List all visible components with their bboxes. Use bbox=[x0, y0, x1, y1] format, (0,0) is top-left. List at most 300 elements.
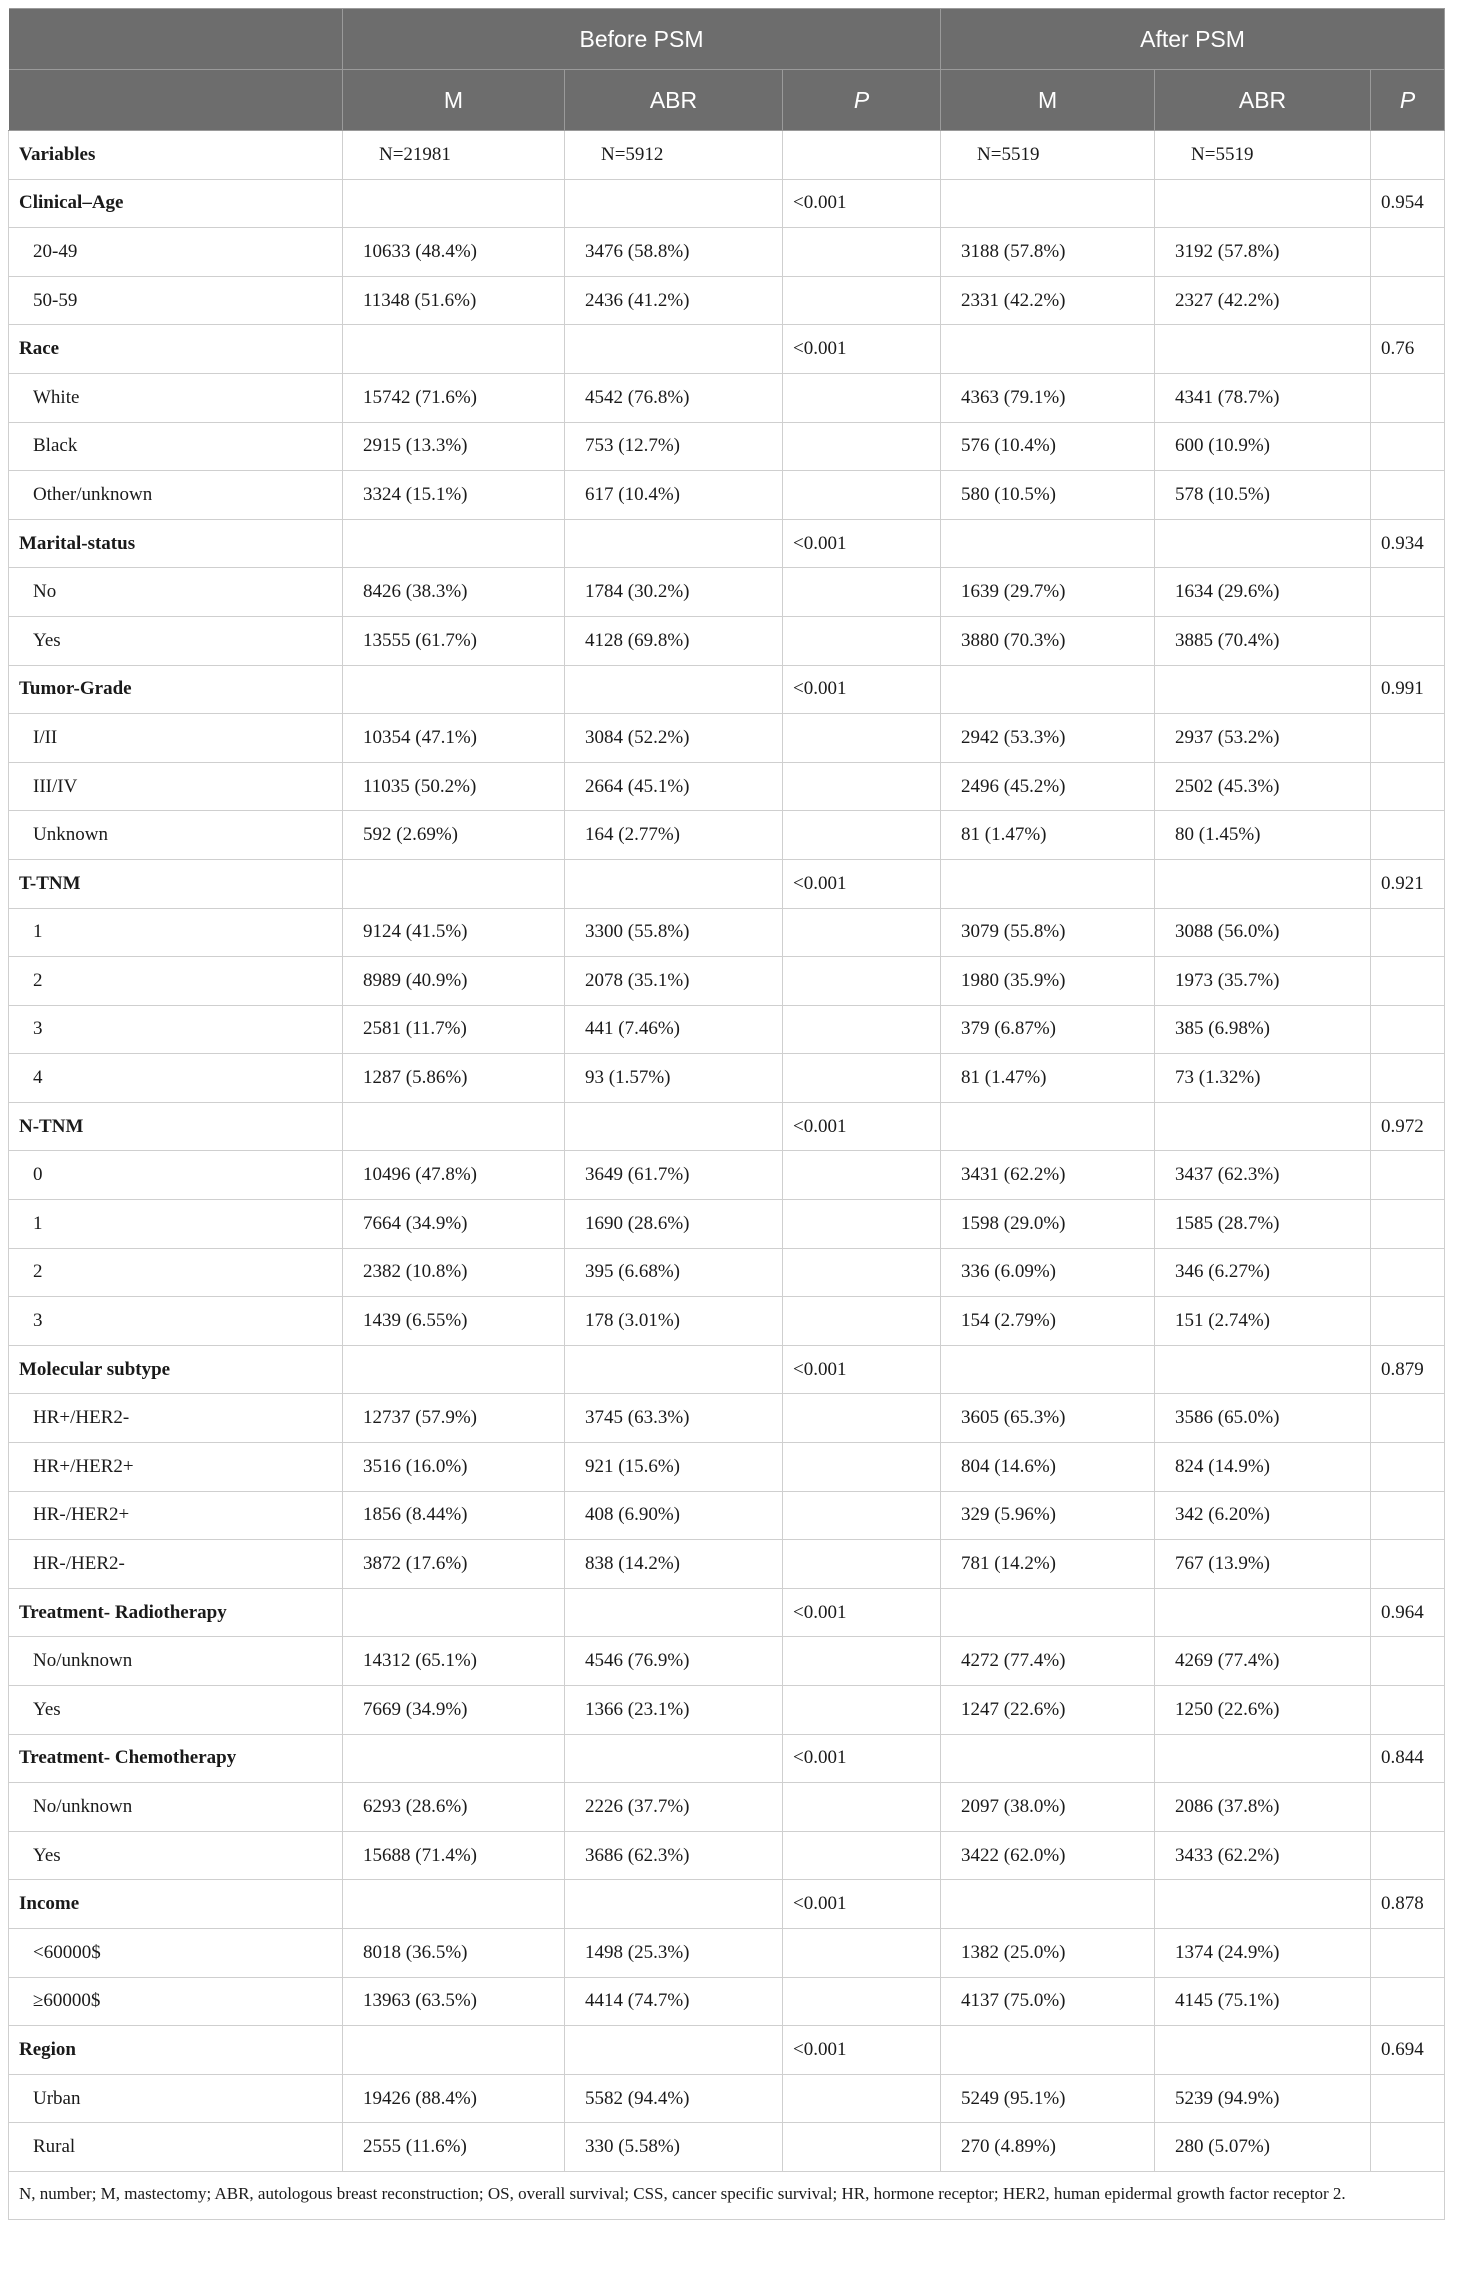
row-label: HR+/HER2- bbox=[9, 1394, 343, 1443]
table-row bbox=[9, 276, 1445, 325]
cell-after-m: 3605 (65.3%) bbox=[941, 1394, 1155, 1443]
cell-before-p bbox=[783, 2074, 941, 2123]
footnote-row bbox=[9, 2171, 1445, 2219]
row-label: 1 bbox=[9, 1200, 343, 1249]
cell-after-p: 0.76 bbox=[1371, 325, 1445, 374]
cell-before-p bbox=[783, 422, 941, 471]
group-label: Marital-status bbox=[9, 519, 343, 568]
cell-before-p bbox=[783, 1977, 941, 2026]
cell-before-p bbox=[783, 1637, 941, 1686]
table-group-row bbox=[9, 2026, 1445, 2075]
cell-after-p bbox=[1371, 373, 1445, 422]
cell-before-abr: 4128 (69.8%) bbox=[565, 616, 783, 665]
header-before-abr: ABR bbox=[565, 70, 783, 131]
cell-after-abr: 1634 (29.6%) bbox=[1155, 568, 1371, 617]
cell-before-abr: 4546 (76.9%) bbox=[565, 1637, 783, 1686]
row-label: HR-/HER2+ bbox=[9, 1491, 343, 1540]
cell-before-p: <0.001 bbox=[783, 1345, 941, 1394]
group-label: Race bbox=[9, 325, 343, 374]
cell-before-m: 2915 (13.3%) bbox=[343, 422, 565, 471]
table-group-row bbox=[9, 665, 1445, 714]
table-row bbox=[9, 957, 1445, 1006]
cell-after-p bbox=[1371, 1005, 1445, 1054]
cell-before-m: 15742 (71.6%) bbox=[343, 373, 565, 422]
cell-after-p bbox=[1371, 1977, 1445, 2026]
cell-before-m bbox=[343, 665, 565, 714]
cell-after-abr: 2327 (42.2%) bbox=[1155, 276, 1371, 325]
cell-before-m: 13555 (61.7%) bbox=[343, 616, 565, 665]
cell-after-m bbox=[941, 1734, 1155, 1783]
cell-before-p: <0.001 bbox=[783, 1588, 941, 1637]
cell-after-m: 1598 (29.0%) bbox=[941, 1200, 1155, 1249]
cell-before-m: 3872 (17.6%) bbox=[343, 1540, 565, 1589]
cell-after-abr bbox=[1155, 1734, 1371, 1783]
cell-before-m: N=21981 bbox=[343, 131, 565, 180]
cell-after-m bbox=[941, 665, 1155, 714]
cell-after-abr: 578 (10.5%) bbox=[1155, 471, 1371, 520]
cell-before-p bbox=[783, 228, 941, 277]
cell-after-m: 781 (14.2%) bbox=[941, 1540, 1155, 1589]
group-label: Treatment- Radiotherapy bbox=[9, 1588, 343, 1637]
row-label: 1 bbox=[9, 908, 343, 957]
table-row bbox=[9, 1831, 1445, 1880]
cell-after-abr: 2086 (37.8%) bbox=[1155, 1783, 1371, 1832]
table-row bbox=[9, 1686, 1445, 1735]
cell-after-p: 0.972 bbox=[1371, 1102, 1445, 1151]
cell-after-m: 3431 (62.2%) bbox=[941, 1151, 1155, 1200]
table-group-row bbox=[9, 1734, 1445, 1783]
cell-before-p bbox=[783, 616, 941, 665]
cell-before-abr bbox=[565, 1880, 783, 1929]
cell-before-m: 7664 (34.9%) bbox=[343, 1200, 565, 1249]
table-row bbox=[9, 1005, 1445, 1054]
row-label: White bbox=[9, 373, 343, 422]
cell-before-m: 8426 (38.3%) bbox=[343, 568, 565, 617]
cell-after-abr: 3586 (65.0%) bbox=[1155, 1394, 1371, 1443]
cell-after-abr: 1973 (35.7%) bbox=[1155, 957, 1371, 1006]
cell-after-p bbox=[1371, 1394, 1445, 1443]
table-row bbox=[9, 1637, 1445, 1686]
cell-before-abr: 93 (1.57%) bbox=[565, 1054, 783, 1103]
cell-before-m bbox=[343, 1102, 565, 1151]
cell-before-m bbox=[343, 325, 565, 374]
table-group-row bbox=[9, 325, 1445, 374]
cell-before-p: <0.001 bbox=[783, 2026, 941, 2075]
cell-before-abr bbox=[565, 519, 783, 568]
cell-after-p bbox=[1371, 1248, 1445, 1297]
cell-before-abr: 1784 (30.2%) bbox=[565, 568, 783, 617]
cell-after-abr bbox=[1155, 325, 1371, 374]
cell-after-p bbox=[1371, 1491, 1445, 1540]
cell-after-m bbox=[941, 1588, 1155, 1637]
table-row bbox=[9, 1977, 1445, 2026]
cell-after-p bbox=[1371, 1831, 1445, 1880]
table-row bbox=[9, 1054, 1445, 1103]
cell-after-p bbox=[1371, 422, 1445, 471]
cell-before-abr bbox=[565, 859, 783, 908]
footnote: N, number; M, mastectomy; ABR, autologous breast reconstruction; OS, overall survival; CSS, cancer specific survival; HR, hormone receptor; HER2, human epidermal growth factor receptor 2. bbox=[9, 2171, 1445, 2219]
cell-before-m: 9124 (41.5%) bbox=[343, 908, 565, 957]
cell-after-abr: 4341 (78.7%) bbox=[1155, 373, 1371, 422]
cell-after-m: 336 (6.09%) bbox=[941, 1248, 1155, 1297]
cell-after-m: 4137 (75.0%) bbox=[941, 1977, 1155, 2026]
cell-after-m: 2331 (42.2%) bbox=[941, 276, 1155, 325]
cell-after-abr: 280 (5.07%) bbox=[1155, 2123, 1371, 2172]
cell-before-p: <0.001 bbox=[783, 179, 941, 228]
cell-after-p: 0.964 bbox=[1371, 1588, 1445, 1637]
cell-before-abr: 441 (7.46%) bbox=[565, 1005, 783, 1054]
cell-before-p: <0.001 bbox=[783, 325, 941, 374]
row-label: No bbox=[9, 568, 343, 617]
cell-after-m: 576 (10.4%) bbox=[941, 422, 1155, 471]
cell-after-m: 5249 (95.1%) bbox=[941, 2074, 1155, 2123]
cell-after-m: 1980 (35.9%) bbox=[941, 957, 1155, 1006]
table-row bbox=[9, 2074, 1445, 2123]
cell-before-m bbox=[343, 1880, 565, 1929]
cell-before-m bbox=[343, 859, 565, 908]
cell-before-m: 6293 (28.6%) bbox=[343, 1783, 565, 1832]
cell-after-abr bbox=[1155, 519, 1371, 568]
group-label: T-TNM bbox=[9, 859, 343, 908]
cell-before-p bbox=[783, 1394, 941, 1443]
cell-before-p bbox=[783, 131, 941, 180]
cell-after-m: 3079 (55.8%) bbox=[941, 908, 1155, 957]
table-row bbox=[9, 2123, 1445, 2172]
cell-before-m: 3324 (15.1%) bbox=[343, 471, 565, 520]
cell-before-m: 3516 (16.0%) bbox=[343, 1443, 565, 1492]
row-label: 0 bbox=[9, 1151, 343, 1200]
table-row bbox=[9, 1151, 1445, 1200]
row-label: III/IV bbox=[9, 762, 343, 811]
group-label: Tumor-Grade bbox=[9, 665, 343, 714]
cell-before-abr: 2226 (37.7%) bbox=[565, 1783, 783, 1832]
cell-before-abr: 1690 (28.6%) bbox=[565, 1200, 783, 1249]
cell-before-m: 10633 (48.4%) bbox=[343, 228, 565, 277]
table-group-row bbox=[9, 179, 1445, 228]
cell-after-abr: 80 (1.45%) bbox=[1155, 811, 1371, 860]
row-label: 3 bbox=[9, 1297, 343, 1346]
cell-after-abr: 3088 (56.0%) bbox=[1155, 908, 1371, 957]
cell-before-abr: 164 (2.77%) bbox=[565, 811, 783, 860]
table-row bbox=[9, 1540, 1445, 1589]
group-label: Treatment- Chemotherapy bbox=[9, 1734, 343, 1783]
cell-after-p bbox=[1371, 1540, 1445, 1589]
table-row bbox=[9, 1394, 1445, 1443]
row-label: No/unknown bbox=[9, 1783, 343, 1832]
cell-before-abr: 4414 (74.7%) bbox=[565, 1977, 783, 2026]
cell-before-abr bbox=[565, 325, 783, 374]
cell-after-abr: 1585 (28.7%) bbox=[1155, 1200, 1371, 1249]
cell-before-abr bbox=[565, 1734, 783, 1783]
row-label: Other/unknown bbox=[9, 471, 343, 520]
cell-after-m: 3880 (70.3%) bbox=[941, 616, 1155, 665]
cell-before-abr: 3084 (52.2%) bbox=[565, 714, 783, 763]
cell-after-p bbox=[1371, 131, 1445, 180]
cell-after-abr: 2502 (45.3%) bbox=[1155, 762, 1371, 811]
cell-after-m: 2942 (53.3%) bbox=[941, 714, 1155, 763]
cell-after-m: 329 (5.96%) bbox=[941, 1491, 1155, 1540]
cell-before-m: 13963 (63.5%) bbox=[343, 1977, 565, 2026]
cell-before-p bbox=[783, 568, 941, 617]
cell-after-abr: 3192 (57.8%) bbox=[1155, 228, 1371, 277]
cell-before-p: <0.001 bbox=[783, 859, 941, 908]
table-row bbox=[9, 422, 1445, 471]
header-row-columns bbox=[9, 70, 1445, 131]
cell-before-p bbox=[783, 276, 941, 325]
group-label: Molecular subtype bbox=[9, 1345, 343, 1394]
row-label: Black bbox=[9, 422, 343, 471]
cell-after-abr: 385 (6.98%) bbox=[1155, 1005, 1371, 1054]
row-label: 3 bbox=[9, 1005, 343, 1054]
table-row bbox=[9, 1783, 1445, 1832]
row-label: 2 bbox=[9, 957, 343, 1006]
cell-before-p bbox=[783, 957, 941, 1006]
cell-before-p bbox=[783, 762, 941, 811]
cell-after-abr: 2937 (53.2%) bbox=[1155, 714, 1371, 763]
row-label: 20-49 bbox=[9, 228, 343, 277]
row-label: Unknown bbox=[9, 811, 343, 860]
cell-after-abr bbox=[1155, 859, 1371, 908]
cell-after-m: 81 (1.47%) bbox=[941, 811, 1155, 860]
header-after-p: P bbox=[1371, 70, 1445, 131]
cell-after-p: 0.934 bbox=[1371, 519, 1445, 568]
cell-before-p bbox=[783, 1928, 941, 1977]
cell-after-m: 81 (1.47%) bbox=[941, 1054, 1155, 1103]
cell-before-m: 12737 (57.9%) bbox=[343, 1394, 565, 1443]
cell-before-abr: 4542 (76.8%) bbox=[565, 373, 783, 422]
cell-after-abr: 767 (13.9%) bbox=[1155, 1540, 1371, 1589]
cell-after-m bbox=[941, 1345, 1155, 1394]
cell-before-m: 8018 (36.5%) bbox=[343, 1928, 565, 1977]
table-row bbox=[9, 762, 1445, 811]
cell-before-abr: 838 (14.2%) bbox=[565, 1540, 783, 1589]
cell-after-p: 0.878 bbox=[1371, 1880, 1445, 1929]
cell-before-p bbox=[783, 471, 941, 520]
table-row bbox=[9, 1297, 1445, 1346]
cell-after-m: 804 (14.6%) bbox=[941, 1443, 1155, 1492]
cell-before-abr: N=5912 bbox=[565, 131, 783, 180]
cell-before-abr: 395 (6.68%) bbox=[565, 1248, 783, 1297]
table-row bbox=[9, 1491, 1445, 1540]
row-label: Urban bbox=[9, 2074, 343, 2123]
row-label: Variables bbox=[9, 131, 343, 180]
cell-before-abr: 3686 (62.3%) bbox=[565, 1831, 783, 1880]
cell-after-m: 3188 (57.8%) bbox=[941, 228, 1155, 277]
cell-after-p: 0.694 bbox=[1371, 2026, 1445, 2075]
cell-before-p: <0.001 bbox=[783, 1734, 941, 1783]
cell-after-abr bbox=[1155, 1102, 1371, 1151]
group-label: Income bbox=[9, 1880, 343, 1929]
cell-before-p: <0.001 bbox=[783, 1880, 941, 1929]
cell-before-abr: 1366 (23.1%) bbox=[565, 1686, 783, 1735]
cell-before-p bbox=[783, 1248, 941, 1297]
cell-before-abr bbox=[565, 1588, 783, 1637]
cell-after-p bbox=[1371, 2123, 1445, 2172]
cell-after-p bbox=[1371, 1151, 1445, 1200]
cell-before-m: 11035 (50.2%) bbox=[343, 762, 565, 811]
cell-after-abr: 73 (1.32%) bbox=[1155, 1054, 1371, 1103]
cell-after-p bbox=[1371, 1054, 1445, 1103]
cell-before-p bbox=[783, 1783, 941, 1832]
cell-after-p bbox=[1371, 616, 1445, 665]
table-row bbox=[9, 1200, 1445, 1249]
table-row bbox=[9, 1443, 1445, 1492]
cell-after-p bbox=[1371, 568, 1445, 617]
cell-after-abr: 824 (14.9%) bbox=[1155, 1443, 1371, 1492]
cell-before-abr: 408 (6.90%) bbox=[565, 1491, 783, 1540]
cell-before-m: 2555 (11.6%) bbox=[343, 2123, 565, 2172]
cell-after-m: 1247 (22.6%) bbox=[941, 1686, 1155, 1735]
cell-after-abr: 3885 (70.4%) bbox=[1155, 616, 1371, 665]
cell-before-m: 8989 (40.9%) bbox=[343, 957, 565, 1006]
row-label: Yes bbox=[9, 616, 343, 665]
table-row bbox=[9, 811, 1445, 860]
table-row bbox=[9, 714, 1445, 763]
cell-after-p bbox=[1371, 2074, 1445, 2123]
cell-after-m: 379 (6.87%) bbox=[941, 1005, 1155, 1054]
cell-after-m: 1382 (25.0%) bbox=[941, 1928, 1155, 1977]
cell-before-p bbox=[783, 1540, 941, 1589]
cell-before-p: <0.001 bbox=[783, 1102, 941, 1151]
header-before-m: M bbox=[343, 70, 565, 131]
cell-before-p bbox=[783, 1151, 941, 1200]
table-group-row bbox=[9, 519, 1445, 568]
cell-before-p: <0.001 bbox=[783, 665, 941, 714]
cell-after-abr: 346 (6.27%) bbox=[1155, 1248, 1371, 1297]
cell-after-m: 1639 (29.7%) bbox=[941, 568, 1155, 617]
cell-after-p bbox=[1371, 908, 1445, 957]
row-label: 50-59 bbox=[9, 276, 343, 325]
cell-before-p bbox=[783, 1831, 941, 1880]
cell-after-abr bbox=[1155, 1588, 1371, 1637]
group-label: N-TNM bbox=[9, 1102, 343, 1151]
cell-before-abr bbox=[565, 1102, 783, 1151]
cell-after-abr bbox=[1155, 1880, 1371, 1929]
cell-before-abr bbox=[565, 665, 783, 714]
cell-after-m: 4363 (79.1%) bbox=[941, 373, 1155, 422]
cell-before-abr: 3476 (58.8%) bbox=[565, 228, 783, 277]
cell-after-p bbox=[1371, 714, 1445, 763]
table-group-row bbox=[9, 1588, 1445, 1637]
cell-after-abr: 600 (10.9%) bbox=[1155, 422, 1371, 471]
header-blank-cell bbox=[9, 9, 343, 70]
cell-before-p: <0.001 bbox=[783, 519, 941, 568]
cell-after-m bbox=[941, 859, 1155, 908]
table-row bbox=[9, 1928, 1445, 1977]
cell-after-m: 2097 (38.0%) bbox=[941, 1783, 1155, 1832]
cell-after-p: 0.954 bbox=[1371, 179, 1445, 228]
header-after-m: M bbox=[941, 70, 1155, 131]
cell-after-m bbox=[941, 2026, 1155, 2075]
table-row bbox=[9, 568, 1445, 617]
cell-before-abr: 330 (5.58%) bbox=[565, 2123, 783, 2172]
row-label: Yes bbox=[9, 1831, 343, 1880]
cell-after-p bbox=[1371, 1297, 1445, 1346]
cell-after-m bbox=[941, 519, 1155, 568]
row-label: <60000$ bbox=[9, 1928, 343, 1977]
cell-after-abr bbox=[1155, 1345, 1371, 1394]
cell-before-abr: 921 (15.6%) bbox=[565, 1443, 783, 1492]
cell-after-p: 0.991 bbox=[1371, 665, 1445, 714]
cell-after-m: 270 (4.89%) bbox=[941, 2123, 1155, 2172]
cell-after-abr: N=5519 bbox=[1155, 131, 1371, 180]
row-label: ≥60000$ bbox=[9, 1977, 343, 2026]
cell-before-abr bbox=[565, 1345, 783, 1394]
cell-before-abr: 3300 (55.8%) bbox=[565, 908, 783, 957]
cell-before-m: 592 (2.69%) bbox=[343, 811, 565, 860]
table-header bbox=[9, 9, 1445, 131]
cell-before-m: 2581 (11.7%) bbox=[343, 1005, 565, 1054]
row-label: 2 bbox=[9, 1248, 343, 1297]
cell-before-p bbox=[783, 1686, 941, 1735]
table-container bbox=[8, 8, 1444, 2220]
cell-after-abr: 4269 (77.4%) bbox=[1155, 1637, 1371, 1686]
cell-before-m bbox=[343, 1588, 565, 1637]
cell-after-abr bbox=[1155, 179, 1371, 228]
group-label: Region bbox=[9, 2026, 343, 2075]
table-group-row bbox=[9, 1102, 1445, 1151]
header-after-psm: After PSM bbox=[941, 9, 1445, 70]
cell-after-p: 0.844 bbox=[1371, 1734, 1445, 1783]
cell-before-abr bbox=[565, 2026, 783, 2075]
cell-before-m: 10354 (47.1%) bbox=[343, 714, 565, 763]
cell-before-p bbox=[783, 373, 941, 422]
header-blank-cell bbox=[9, 70, 343, 131]
cell-after-p bbox=[1371, 1637, 1445, 1686]
cell-after-abr: 3433 (62.2%) bbox=[1155, 1831, 1371, 1880]
cell-before-m bbox=[343, 2026, 565, 2075]
table-row bbox=[9, 228, 1445, 277]
cell-after-p bbox=[1371, 228, 1445, 277]
cell-before-abr: 5582 (94.4%) bbox=[565, 2074, 783, 2123]
cell-after-m: 580 (10.5%) bbox=[941, 471, 1155, 520]
table-body bbox=[9, 131, 1445, 2172]
cell-after-p bbox=[1371, 762, 1445, 811]
cell-before-m: 10496 (47.8%) bbox=[343, 1151, 565, 1200]
cell-before-m: 1856 (8.44%) bbox=[343, 1491, 565, 1540]
cell-before-abr: 2078 (35.1%) bbox=[565, 957, 783, 1006]
cell-after-abr: 4145 (75.1%) bbox=[1155, 1977, 1371, 2026]
cell-before-abr: 753 (12.7%) bbox=[565, 422, 783, 471]
cell-after-m: 2496 (45.2%) bbox=[941, 762, 1155, 811]
row-label: HR-/HER2- bbox=[9, 1540, 343, 1589]
cell-before-m bbox=[343, 1734, 565, 1783]
cell-after-abr: 342 (6.20%) bbox=[1155, 1491, 1371, 1540]
row-label: Rural bbox=[9, 2123, 343, 2172]
cell-before-abr: 3745 (63.3%) bbox=[565, 1394, 783, 1443]
cell-before-m bbox=[343, 179, 565, 228]
cell-before-p bbox=[783, 811, 941, 860]
table-group-row bbox=[9, 859, 1445, 908]
row-label: HR+/HER2+ bbox=[9, 1443, 343, 1492]
cell-after-p bbox=[1371, 1443, 1445, 1492]
cell-before-p bbox=[783, 1443, 941, 1492]
table-row bbox=[9, 616, 1445, 665]
cell-after-p bbox=[1371, 1928, 1445, 1977]
cell-before-p bbox=[783, 1491, 941, 1540]
cell-before-p bbox=[783, 1054, 941, 1103]
cell-before-p bbox=[783, 2123, 941, 2172]
cell-after-m bbox=[941, 1102, 1155, 1151]
cell-after-abr: 1374 (24.9%) bbox=[1155, 1928, 1371, 1977]
cell-after-p bbox=[1371, 1783, 1445, 1832]
cell-after-p bbox=[1371, 1200, 1445, 1249]
cell-after-p bbox=[1371, 276, 1445, 325]
cell-after-m bbox=[941, 325, 1155, 374]
cell-after-p: 0.921 bbox=[1371, 859, 1445, 908]
cell-before-p bbox=[783, 1200, 941, 1249]
cell-before-m: 2382 (10.8%) bbox=[343, 1248, 565, 1297]
